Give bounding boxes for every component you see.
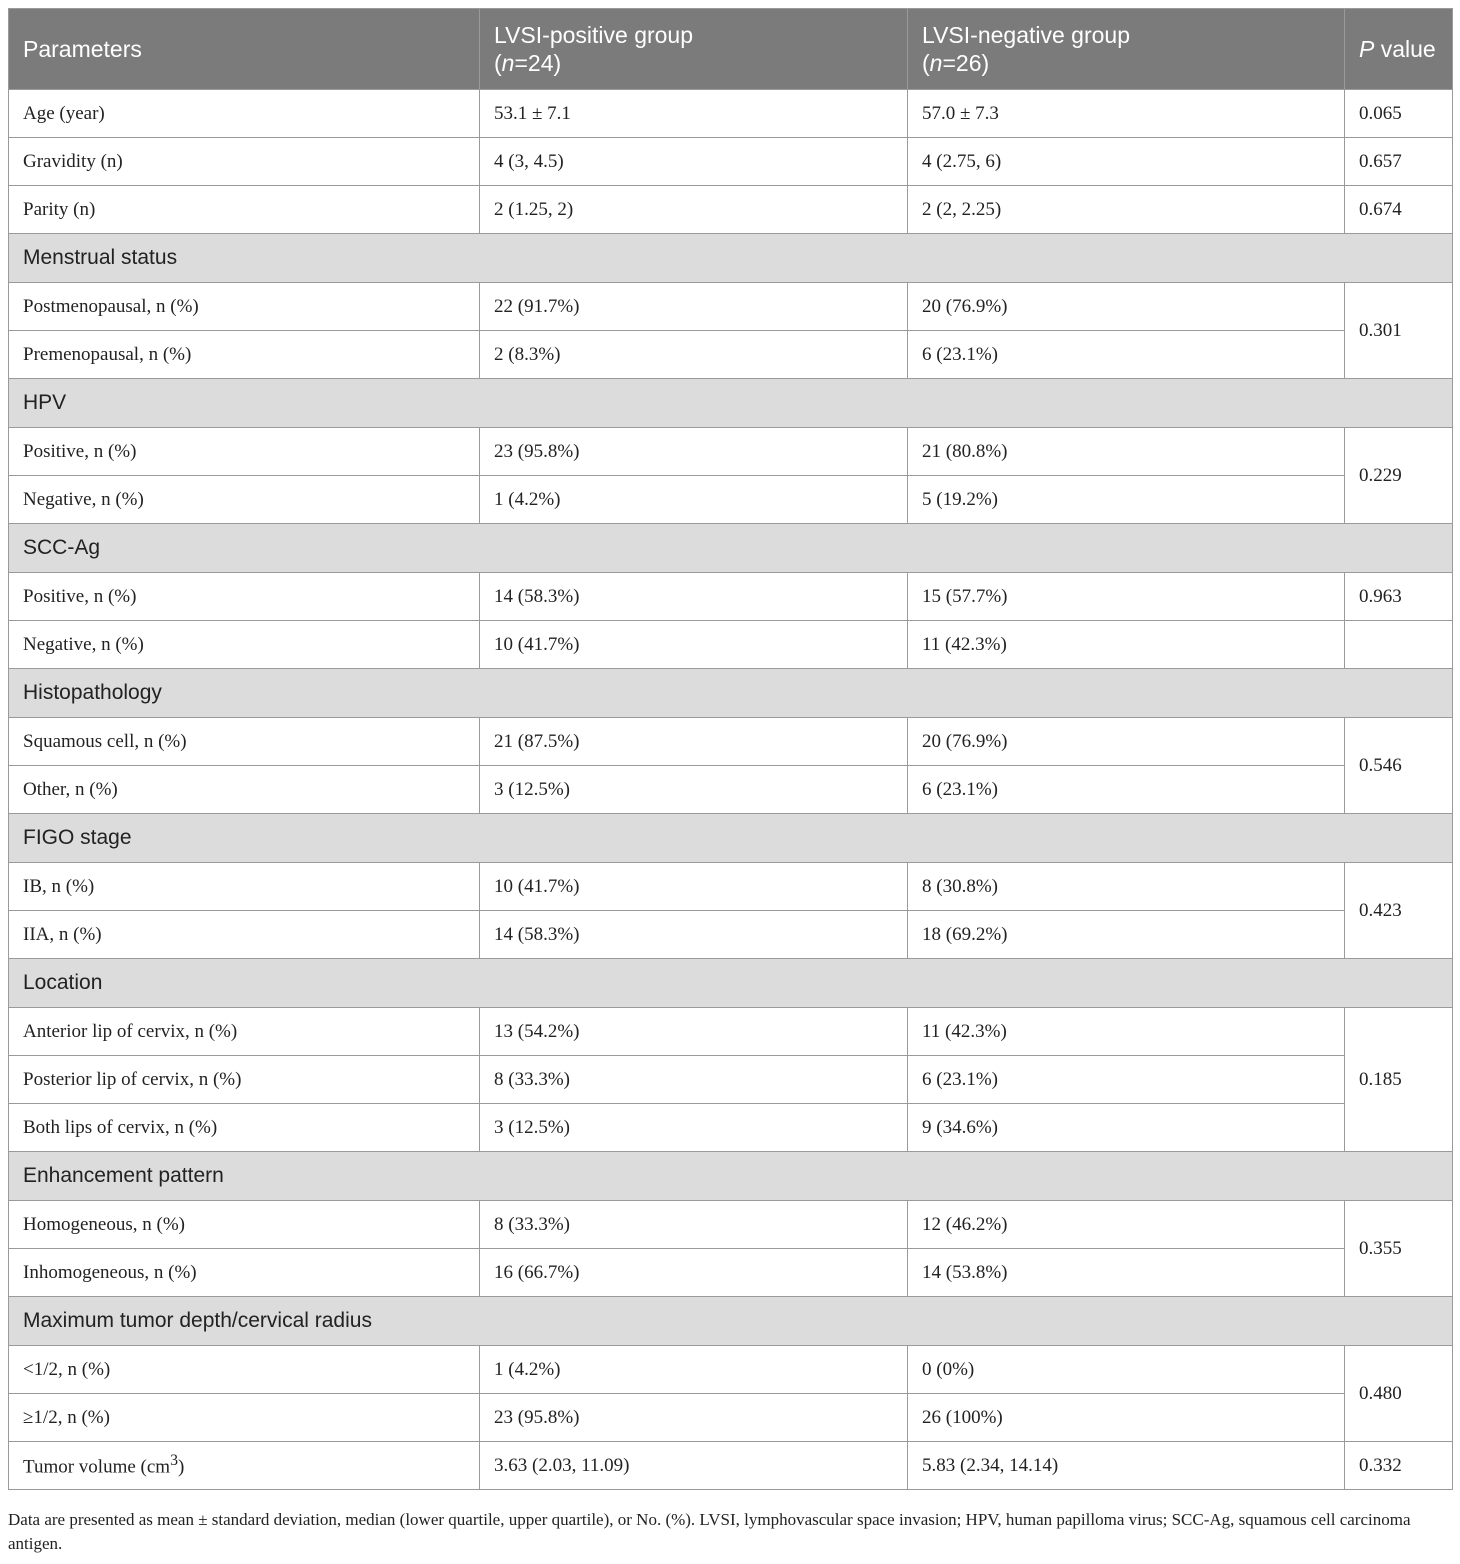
table-row — [9, 90, 1453, 138]
section-label: Maximum tumor depth/cervical radius — [9, 1297, 1453, 1346]
lvsi-negative-value: 2 (2, 2.25) — [908, 186, 1345, 234]
lvsi-negative-value: 4 (2.75, 6) — [908, 138, 1345, 186]
header-neg-n-value: =26) — [942, 50, 990, 76]
p-value: 0.674 — [1345, 186, 1453, 234]
table-row — [9, 1346, 1453, 1394]
lvsi-positive-value: 8 (33.3%) — [480, 1201, 908, 1249]
lvsi-negative-value: 57.0 ± 7.3 — [908, 90, 1345, 138]
section-row — [9, 1297, 1453, 1346]
table-footnote: Data are presented as mean ± standard deviation, median (lower quartile, upper quartile), or No. (%). LVSI, lymphovascular space invasion; HPV, human papilloma virus; SCC-Ag, squamous cell carcinoma antigen. — [8, 1510, 1411, 1553]
lvsi-positive-value: 21 (87.5%) — [480, 718, 908, 766]
table-row — [9, 766, 1453, 814]
section-label: Histopathology — [9, 669, 1453, 718]
lvsi-positive-value: 53.1 ± 7.1 — [480, 90, 908, 138]
lvsi-positive-value: 3 (12.5%) — [480, 1104, 908, 1152]
p-value: 0.185 — [1345, 1008, 1453, 1152]
row-label-text: Inhomogeneous, n (%) — [23, 1261, 197, 1283]
section-row — [9, 1152, 1453, 1201]
row-label — [9, 621, 480, 669]
p-value: 0.355 — [1345, 1201, 1453, 1297]
p-value — [1345, 621, 1453, 669]
section-row — [9, 524, 1453, 573]
header-lvsi-positive-label: LVSI-positive group — [494, 22, 694, 48]
table-row — [9, 331, 1453, 379]
row-label-text: Parity (n) — [23, 198, 96, 220]
lvsi-positive-value: 23 (95.8%) — [480, 428, 908, 476]
row-label-text: Posterior lip of cervix, n (%) — [23, 1068, 242, 1090]
section-label: Location — [9, 959, 1453, 1008]
row-label-text: Negative, n (%) — [23, 488, 144, 510]
row-label — [9, 1056, 480, 1104]
table-row — [9, 1201, 1453, 1249]
row-label-text: IIA, n (%) — [23, 923, 102, 945]
lvsi-positive-value: 1 (4.2%) — [480, 1346, 908, 1394]
lvsi-positive-value: 3.63 (2.03, 11.09) — [480, 1442, 908, 1490]
row-label — [9, 1201, 480, 1249]
section-row — [9, 814, 1453, 863]
header-lvsi-negative-label: LVSI-negative group — [922, 22, 1130, 48]
header-pos-n-value: =24) — [514, 50, 562, 76]
row-label-text: <1/2, n (%) — [23, 1358, 111, 1380]
table-row — [9, 621, 1453, 669]
lvsi-negative-value: 18 (69.2%) — [908, 911, 1345, 959]
row-label-text: Positive, n (%) — [23, 585, 137, 607]
section-label: HPV — [9, 379, 1453, 428]
table-row — [9, 1104, 1453, 1152]
row-label-text: Age (year) — [23, 102, 105, 124]
row-label — [9, 911, 480, 959]
row-label-text: Tumor volume (cm — [23, 1456, 171, 1478]
row-label — [9, 1394, 480, 1442]
characteristics-table — [8, 8, 1453, 1490]
lvsi-positive-value: 14 (58.3%) — [480, 573, 908, 621]
lvsi-positive-value: 23 (95.8%) — [480, 1394, 908, 1442]
lvsi-negative-value: 5 (19.2%) — [908, 476, 1345, 524]
row-label-text: IB, n (%) — [23, 875, 95, 897]
lvsi-negative-value: 6 (23.1%) — [908, 766, 1345, 814]
table-row — [9, 573, 1453, 621]
lvsi-positive-value: 14 (58.3%) — [480, 911, 908, 959]
lvsi-negative-value: 5.83 (2.34, 14.14) — [908, 1442, 1345, 1490]
row-label-text: Other, n (%) — [23, 778, 118, 800]
p-value: 0.301 — [1345, 283, 1453, 379]
lvsi-positive-value: 4 (3, 4.5) — [480, 138, 908, 186]
table-row — [9, 138, 1453, 186]
header-pos-n-label: n — [501, 50, 515, 76]
lvsi-positive-value: 8 (33.3%) — [480, 1056, 908, 1104]
header-lvsi-positive: LVSI-positive group (n=24) — [480, 9, 908, 90]
row-label — [9, 186, 480, 234]
row-label — [9, 138, 480, 186]
table-row — [9, 428, 1453, 476]
lvsi-positive-value: 2 (8.3%) — [480, 331, 908, 379]
header-lvsi-negative: LVSI-negative group (n=26) — [908, 9, 1345, 90]
row-label-end: ) — [178, 1456, 185, 1478]
p-value: 0.480 — [1345, 1346, 1453, 1442]
table-row — [9, 476, 1453, 524]
row-label-text: ≥1/2, n (%) — [23, 1406, 110, 1428]
lvsi-positive-value: 10 (41.7%) — [480, 621, 908, 669]
table-body — [9, 90, 1453, 1490]
lvsi-negative-value: 26 (100%) — [908, 1394, 1345, 1442]
row-label-text: Postmenopausal, n (%) — [23, 295, 199, 317]
header-p-suffix: value — [1374, 36, 1436, 62]
lvsi-positive-value: 13 (54.2%) — [480, 1008, 908, 1056]
table-row — [9, 186, 1453, 234]
row-label — [9, 1249, 480, 1297]
lvsi-positive-value: 2 (1.25, 2) — [480, 186, 908, 234]
row-label-text: Both lips of cervix, n (%) — [23, 1116, 218, 1138]
row-label-text: Squamous cell, n (%) — [23, 730, 187, 752]
p-value: 0.657 — [1345, 138, 1453, 186]
table-row — [9, 1056, 1453, 1104]
row-label — [9, 1104, 480, 1152]
table-row — [9, 863, 1453, 911]
lvsi-negative-value: 20 (76.9%) — [908, 718, 1345, 766]
p-value: 0.963 — [1345, 573, 1453, 621]
table-row — [9, 718, 1453, 766]
row-label — [9, 863, 480, 911]
row-label — [9, 331, 480, 379]
header-row — [9, 9, 1453, 90]
lvsi-negative-value: 9 (34.6%) — [908, 1104, 1345, 1152]
p-value: 0.332 — [1345, 1442, 1453, 1490]
row-label-text: Gravidity (n) — [23, 150, 123, 172]
lvsi-negative-value: 6 (23.1%) — [908, 331, 1345, 379]
lvsi-positive-value: 3 (12.5%) — [480, 766, 908, 814]
section-label: Menstrual status — [9, 234, 1453, 283]
row-label — [9, 283, 480, 331]
row-label — [9, 90, 480, 138]
table-row — [9, 283, 1453, 331]
lvsi-positive-value: 22 (91.7%) — [480, 283, 908, 331]
table-row — [9, 1394, 1453, 1442]
section-label: Enhancement pattern — [9, 1152, 1453, 1201]
lvsi-negative-value: 6 (23.1%) — [908, 1056, 1345, 1104]
row-label — [9, 1008, 480, 1056]
section-row — [9, 379, 1453, 428]
section-label: SCC-Ag — [9, 524, 1453, 573]
lvsi-negative-value: 15 (57.7%) — [908, 573, 1345, 621]
lvsi-negative-value: 8 (30.8%) — [908, 863, 1345, 911]
header-neg-n-label: n — [929, 50, 943, 76]
lvsi-negative-value: 11 (42.3%) — [908, 621, 1345, 669]
lvsi-negative-value: 21 (80.8%) — [908, 428, 1345, 476]
p-value: 0.546 — [1345, 718, 1453, 814]
p-value: 0.065 — [1345, 90, 1453, 138]
lvsi-negative-value: 20 (76.9%) — [908, 283, 1345, 331]
p-value: 0.229 — [1345, 428, 1453, 524]
section-row — [9, 669, 1453, 718]
row-label-text: Homogeneous, n (%) — [23, 1213, 185, 1235]
lvsi-negative-value: 12 (46.2%) — [908, 1201, 1345, 1249]
row-label — [9, 718, 480, 766]
row-label — [9, 476, 480, 524]
row-label-superscript: 3 — [170, 1452, 178, 1470]
row-label-text: Premenopausal, n (%) — [23, 343, 192, 365]
section-row — [9, 234, 1453, 283]
row-label — [9, 1442, 480, 1490]
row-label — [9, 1346, 480, 1394]
row-label — [9, 428, 480, 476]
lvsi-negative-value: 0 (0%) — [908, 1346, 1345, 1394]
table-row — [9, 1249, 1453, 1297]
row-label — [9, 766, 480, 814]
lvsi-positive-value: 1 (4.2%) — [480, 476, 908, 524]
lvsi-negative-value: 14 (53.8%) — [908, 1249, 1345, 1297]
p-value: 0.423 — [1345, 863, 1453, 959]
row-label-text: Negative, n (%) — [23, 633, 144, 655]
header-parameters: Parameters — [9, 9, 480, 90]
section-label: FIGO stage — [9, 814, 1453, 863]
lvsi-positive-value: 16 (66.7%) — [480, 1249, 908, 1297]
lvsi-positive-value: 10 (41.7%) — [480, 863, 908, 911]
table-row — [9, 911, 1453, 959]
header-p-value — [1345, 9, 1453, 90]
table-row — [9, 1442, 1453, 1490]
row-label — [9, 573, 480, 621]
table-row — [9, 1008, 1453, 1056]
section-row — [9, 959, 1453, 1008]
row-label-text: Anterior lip of cervix, n (%) — [23, 1020, 238, 1042]
header-p-label: P — [1359, 36, 1375, 62]
lvsi-negative-value: 11 (42.3%) — [908, 1008, 1345, 1056]
row-label-text: Positive, n (%) — [23, 440, 137, 462]
